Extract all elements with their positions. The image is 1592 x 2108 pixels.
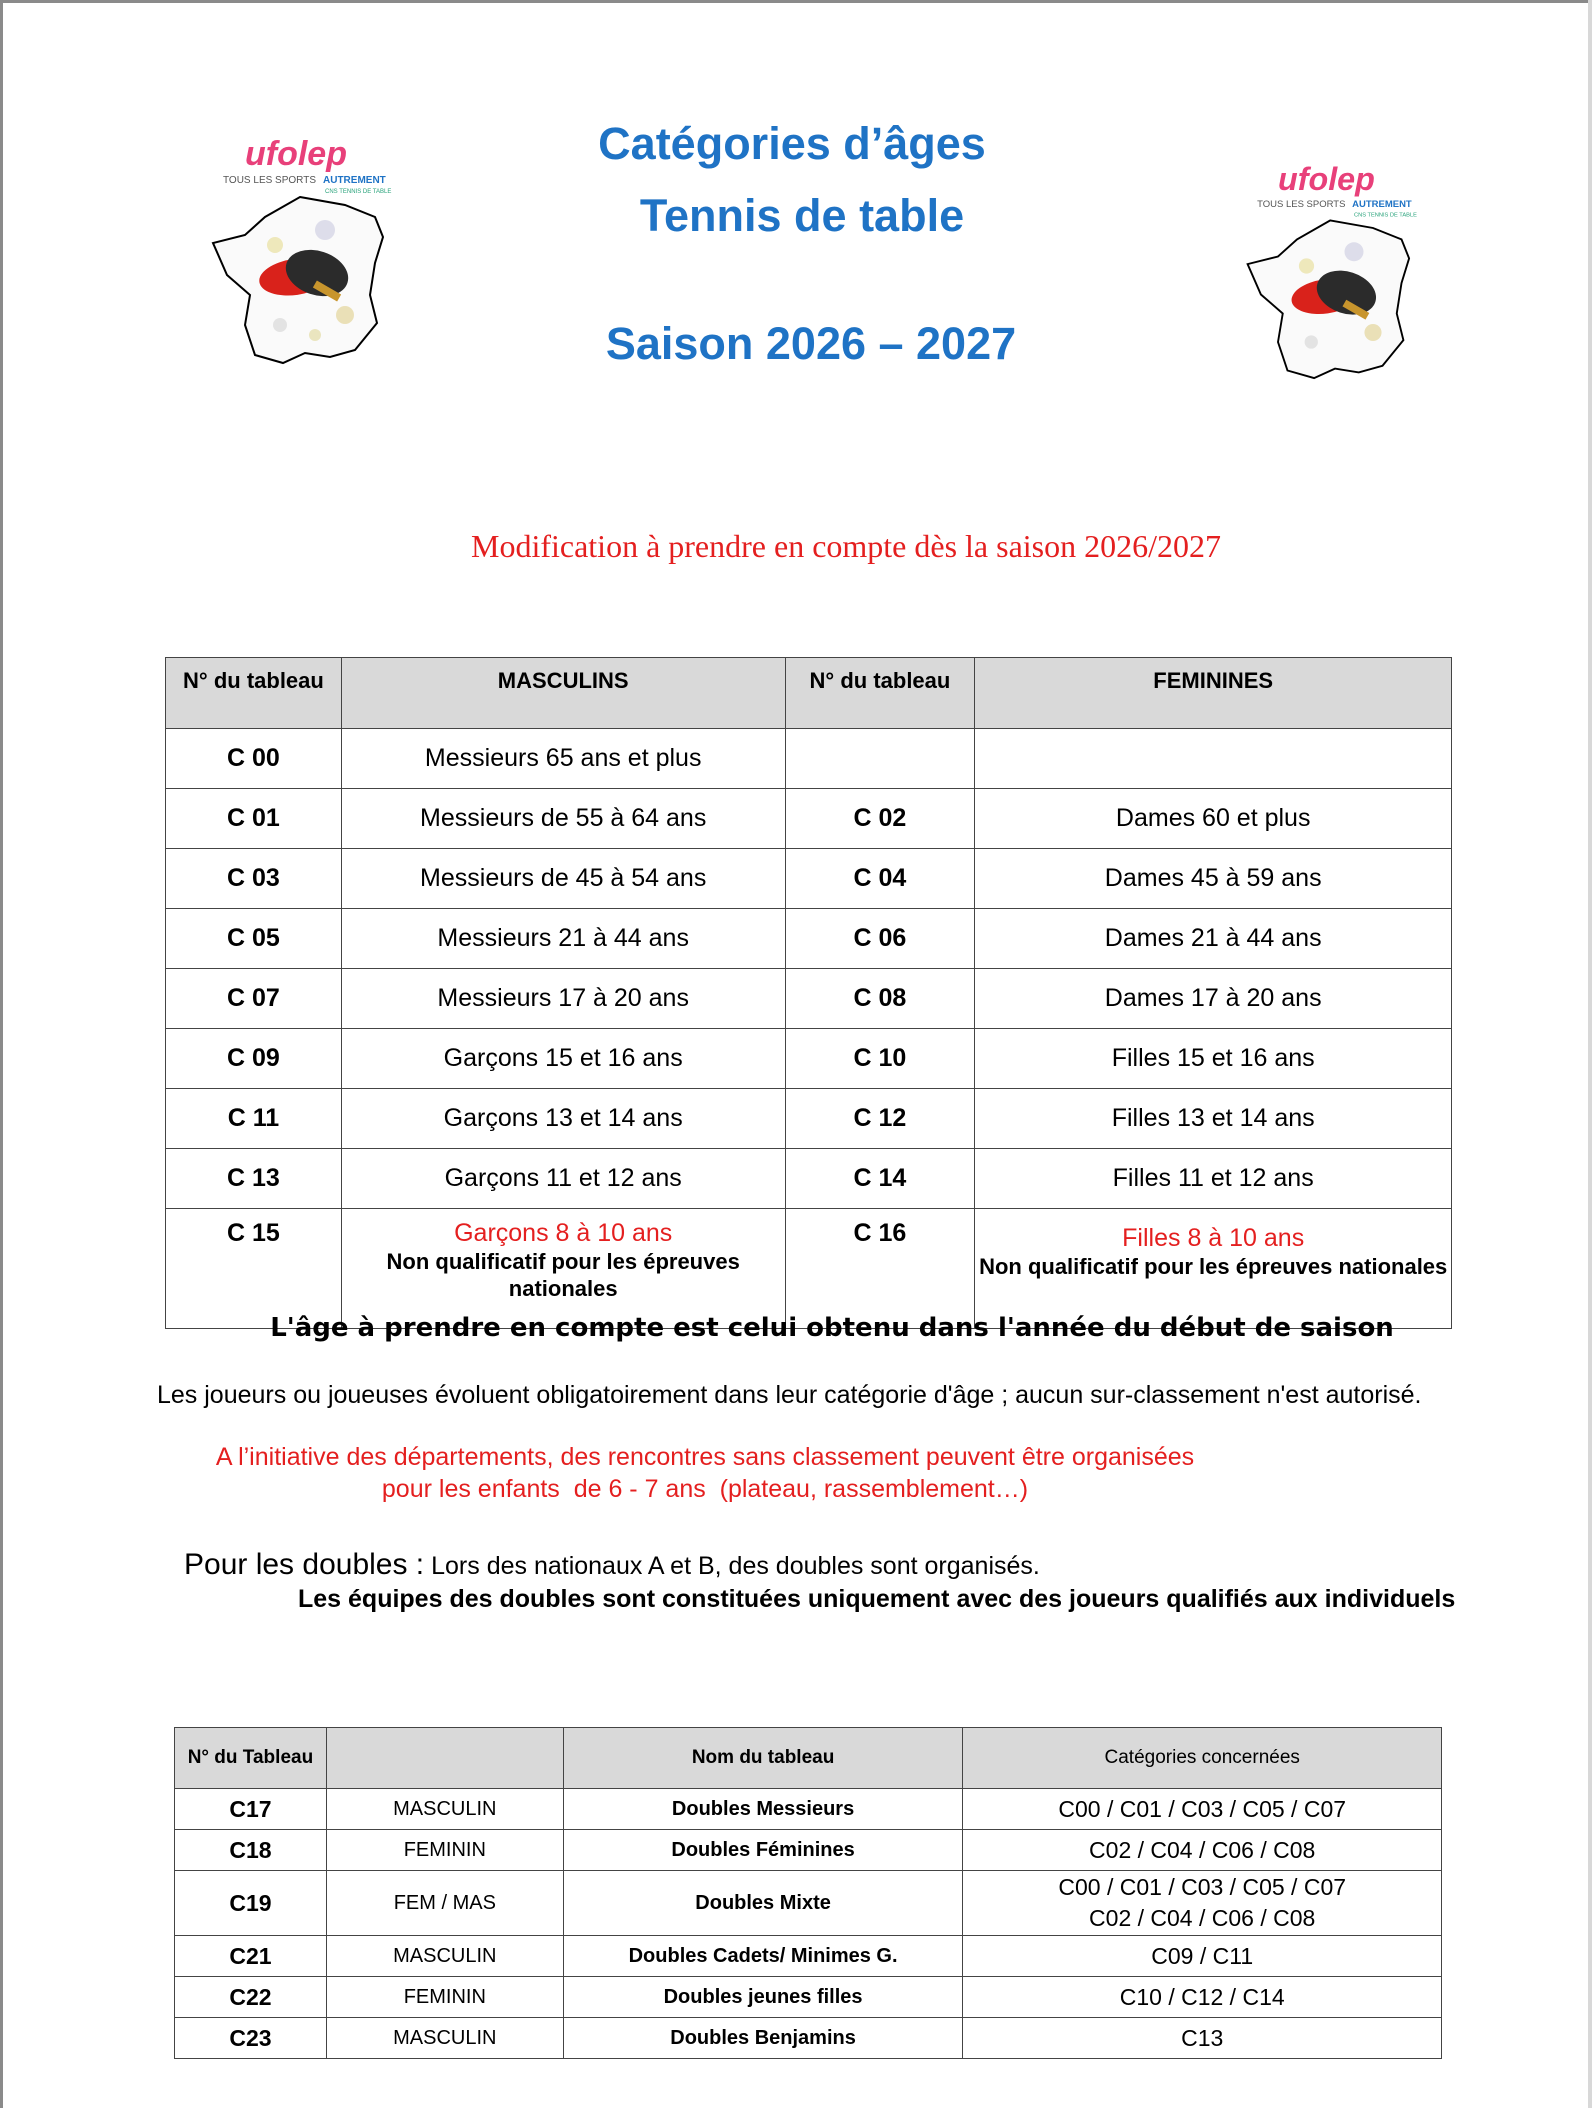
table-row (166, 789, 1452, 849)
masc-cell-non-qualifying (341, 1209, 785, 1329)
doubles-code: C22 (175, 1977, 327, 2018)
header-num-masc: N° du tableau (166, 658, 342, 729)
doubles-name: Doubles Mixte (563, 1871, 963, 1936)
logo-subtitle: CNS TENNIS DE TABLE (325, 189, 392, 195)
table-row (175, 1977, 1442, 2018)
logo-tagline-left: TOUS LES SPORTS (1257, 199, 1346, 211)
table-row (175, 1871, 1442, 1936)
doubles-categories: C02 / C04 / C06 / C08 (963, 1830, 1442, 1871)
header-num-fem: N° du tableau (785, 658, 975, 729)
logo-brand-text: ufolep (1278, 161, 1375, 197)
doubles-name: Doubles Messieurs (563, 1789, 963, 1830)
age-rule-note: L'âge à prendre en compte est celui obtenu dans l'année du début de saison (270, 1313, 1394, 1343)
doubles-categories: C00 / C01 / C03 / C05 / C07 (963, 1789, 1442, 1830)
logo-tagline-left: TOUS LES SPORTS (223, 175, 316, 186)
fem-cell-non-qualifying (975, 1209, 1452, 1329)
fem-label: Dames 21 à 44 ans (975, 909, 1452, 969)
doubles-kind: FEMININ (326, 1977, 563, 2018)
doubles-categories: C13 (963, 2018, 1442, 2059)
fem-code: C 12 (785, 1089, 975, 1149)
doubles-code: C17 (175, 1789, 327, 1830)
masc-label: Messieurs de 45 à 54 ans (341, 849, 785, 909)
masc-label: Garçons 13 et 14 ans (341, 1089, 785, 1149)
doubles-name: Doubles Cadets/ Minimes G. (563, 1936, 963, 1977)
fem-code (785, 729, 975, 789)
fem-label: Dames 60 et plus (975, 789, 1452, 849)
masc-label: Garçons 11 et 12 ans (341, 1149, 785, 1209)
table-header-row (166, 658, 1452, 729)
logo-subtitle: CNS TENNIS DE TABLE (1354, 212, 1417, 219)
masc-code: C 13 (166, 1149, 342, 1209)
doubles-categories-line2: C02 / C04 / C06 / C08 (1089, 1905, 1316, 1931)
doubles-categories-cell (963, 1871, 1442, 1936)
doubles-kind: MASCULIN (326, 2018, 563, 2059)
doubles-label: Pour les doubles : (184, 1548, 425, 1581)
fem-label: Filles 8 à 10 ans (1122, 1224, 1305, 1252)
masc-code: C 11 (166, 1089, 342, 1149)
modification-notice: Modification à prendre en compte dès la saison 2026/2027 (470, 528, 1222, 564)
fem-label: Filles 11 et 12 ans (975, 1149, 1452, 1209)
doubles-code: C19 (175, 1871, 327, 1936)
fem-code: C 02 (785, 789, 975, 849)
doubles-text: Lors des nationaux A et B, des doubles sont organisés. (431, 1552, 1040, 1580)
fem-label (975, 729, 1452, 789)
doubles-intro (184, 1548, 1040, 1582)
header-feminines: FEMININES (975, 658, 1452, 729)
masc-label: Garçons 15 et 16 ans (341, 1029, 785, 1089)
fem-label: Dames 45 à 59 ans (975, 849, 1452, 909)
doubles-name: Doubles jeunes filles (563, 1977, 963, 2018)
table-row (166, 849, 1452, 909)
logo-brand-text: ufolep (245, 135, 347, 173)
table-row (175, 1789, 1442, 1830)
table-row (166, 1029, 1452, 1089)
age-categories-table (165, 657, 1452, 1329)
masc-label: Messieurs de 55 à 64 ans (341, 789, 785, 849)
doubles-name: Doubles Féminines (563, 1830, 963, 1871)
fem-label: Dames 17 à 20 ans (975, 969, 1452, 1029)
header-name: Nom du tableau (563, 1728, 963, 1789)
doubles-kind: MASCULIN (326, 1789, 563, 1830)
table-row (166, 969, 1452, 1029)
masc-code: C 05 (166, 909, 342, 969)
table-row (166, 1149, 1452, 1209)
table-row (175, 2018, 1442, 2059)
logo-tagline-right: AUTREMENT (323, 175, 386, 186)
doubles-kind: FEM / MAS (326, 1871, 563, 1936)
masc-label: Messieurs 21 à 44 ans (341, 909, 785, 969)
masc-code: C 07 (166, 969, 342, 1029)
header-kind (326, 1728, 563, 1789)
table-row (166, 909, 1452, 969)
doubles-code: C23 (175, 2018, 327, 2059)
viewer-border-top (0, 0, 1592, 3)
table-row (175, 1830, 1442, 1871)
fem-code: C 10 (785, 1029, 975, 1089)
page-subtitle: Tennis de table (639, 190, 965, 241)
season-title: Saison 2026 – 2027 (605, 318, 1017, 369)
doubles-categories: C10 / C12 / C14 (963, 1977, 1442, 2018)
masc-label: Garçons 8 à 10 ans (454, 1219, 673, 1247)
doubles-code: C21 (175, 1936, 327, 1977)
masc-label: Messieurs 17 à 20 ans (341, 969, 785, 1029)
masc-code: C 03 (166, 849, 342, 909)
masc-code: C 01 (166, 789, 342, 849)
header-masculins: MASCULINS (341, 658, 785, 729)
header-num: N° du Tableau (175, 1728, 327, 1789)
fem-code: C 14 (785, 1149, 975, 1209)
table-row (166, 1089, 1452, 1149)
table-header-row (175, 1728, 1442, 1789)
fem-code: C 06 (785, 909, 975, 969)
table-row (166, 1209, 1452, 1329)
header-categories: Catégories concernées (963, 1728, 1442, 1789)
fem-label: Filles 13 et 14 ans (975, 1089, 1452, 1149)
fem-note: Non qualificatif pour les épreuves nationales (979, 1254, 1448, 1279)
page-title: Catégories d’âges (598, 118, 986, 169)
fem-label: Filles 15 et 16 ans (975, 1029, 1452, 1089)
table-row (175, 1936, 1442, 1977)
doubles-name: Doubles Benjamins (563, 2018, 963, 2059)
doubles-table (174, 1727, 1442, 2059)
initiative-note (0, 1441, 1410, 1505)
logo-tagline-right: AUTREMENT (1352, 199, 1412, 211)
masc-note: Non qualificatif pour les épreuves nationales (386, 1249, 740, 1301)
fem-code: C 08 (785, 969, 975, 1029)
viewer-border-left (0, 0, 3, 2108)
masc-code: C 15 (166, 1209, 342, 1329)
doubles-categories: C00 / C01 / C03 / C05 / C07 (1058, 1874, 1347, 1900)
fem-code: C 16 (785, 1209, 975, 1329)
initiative-line1: A l’initiative des départements, des rencontres sans classement peuvent être organisées (215, 1443, 1195, 1471)
doubles-code: C18 (175, 1830, 327, 1871)
table-row (166, 729, 1452, 789)
masc-label: Messieurs 65 ans et plus (341, 729, 785, 789)
doubles-kind: FEMININ (326, 1830, 563, 1871)
doubles-rule: Les équipes des doubles sont constituées uniquement avec des joueurs qualifiés aux individuels (298, 1585, 1456, 1613)
initiative-line2: pour les enfants de 6 - 7 ans (plateau, rassemblement…) (381, 1475, 1029, 1503)
fem-code: C 04 (785, 849, 975, 909)
doubles-kind: MASCULIN (326, 1936, 563, 1977)
doubles-categories: C09 / C11 (963, 1936, 1442, 1977)
masc-code: C 09 (166, 1029, 342, 1089)
viewer-border-right (1588, 0, 1592, 2108)
masc-code: C 00 (166, 729, 342, 789)
category-rule-note: Les joueurs ou joueuses évoluent obligatoirement dans leur catégorie d'âge ; aucun sur-classement n'est autorisé. (157, 1381, 1422, 1409)
